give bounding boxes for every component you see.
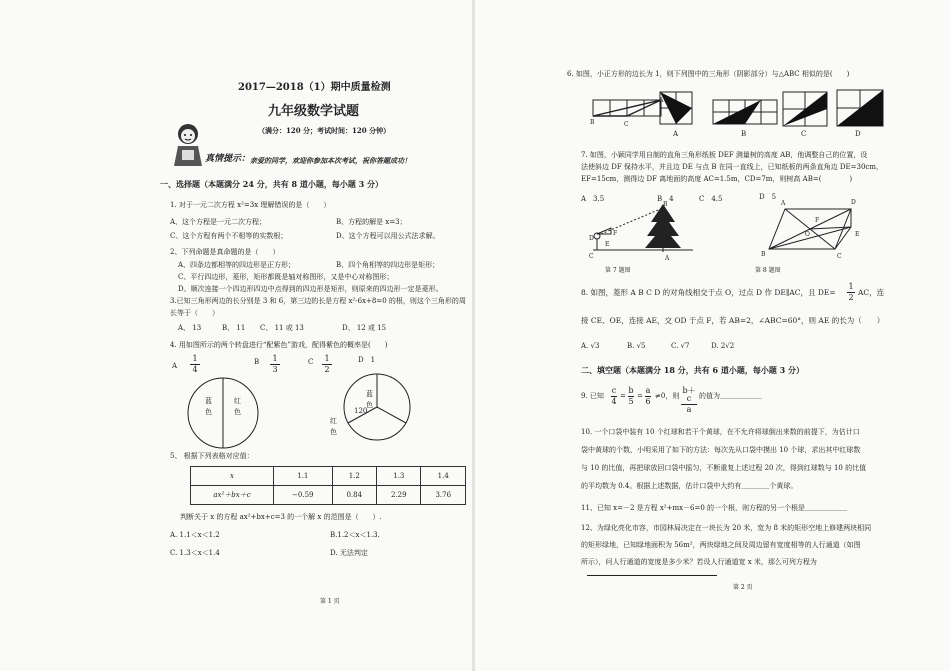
spinner-2-figure (340, 370, 414, 444)
q6-option-c-figure (781, 90, 829, 128)
table-cell: 1.2 (332, 467, 376, 486)
table-cell: −0.59 (274, 486, 333, 505)
q12-line1: 12、为绿化亮化市容，市园林局决定在一块长为 20 米，宽为 8 米的矩形空地上修建两块相同 (581, 524, 872, 532)
q6-label-a: A (673, 130, 679, 138)
q8-fig-label-b: B (761, 251, 766, 258)
q9-mid: ≠0，则 (655, 392, 680, 400)
q7-option-b: B 4 (657, 195, 674, 203)
q9-prefix: 9. 已知 (581, 392, 604, 400)
q1-option-c: C、这个方程有两个不相等的实数根； (170, 232, 288, 240)
q4-option-c: C (308, 358, 314, 366)
q7-option-c: C 4.5 (699, 195, 723, 203)
q8-option-b: B. √5 (627, 342, 646, 350)
q4-option-a: A (172, 362, 178, 370)
q2-option-c: C、平行四边形，菱形，矩形都既是轴对称图形，又是中心对称图形； (178, 273, 394, 281)
q9-frac-bc-a: b＋c a (682, 386, 696, 414)
q4-fraction-a: 1 4 (190, 355, 200, 374)
q1-option-b: B、方程的解是 x=3； (336, 218, 407, 226)
q8-option-c: C. √7 (671, 342, 690, 350)
q1-option-d: D、这个方程可以用公式法求解。 (336, 232, 440, 240)
table-cell: x (191, 467, 274, 486)
section1-heading: 一、选择题（本题满分 24 分，共有 8 道小题，每小题 3 分） (160, 179, 383, 189)
q2-option-d: D、顺次连接一个四边形四边中点得到的四边形是矩形，则原来的四边形一定是菱形。 (178, 285, 443, 293)
table-row (191, 486, 466, 505)
q6-label-b: B (741, 130, 747, 138)
q8-fig-label-c: C (837, 253, 842, 260)
q12-line3: 所示），问人行通道的宽度是多少米？若设人行通道宽 x 米，那么可列方程为 (581, 558, 817, 566)
table-cell: 2.29 (377, 486, 421, 505)
q8-fig-label-d: D (851, 199, 856, 206)
spinner-2-red-label: 红 色 (330, 417, 337, 436)
q7-option-d: D 5 (759, 193, 777, 201)
q6-option-a-figure (658, 90, 696, 126)
exam-title: 2017—2018（1）期中质量检测 (238, 82, 391, 93)
q5-option-c: C. 1.3＜x＜1.4 (170, 549, 220, 557)
q6-option-b-figure (711, 96, 779, 128)
q10-line2: 袋中黄球的个数，小明采用了如下的方法：每次先从口袋中摸出 10 个球，求出其中红球数 (581, 446, 861, 454)
q7-figure-caption: 第 7 题图 (605, 267, 631, 274)
q5-judge: 判断关于 x 的方程 ax²+bx+c=3 的一个解 x 的范围是（ ）. (180, 513, 382, 521)
q9-eq-1: = (620, 392, 626, 400)
table-cell: 1.1 (274, 467, 333, 486)
q8-option-d: D. 2√2 (711, 342, 735, 350)
q7-fig-label-d: D (589, 235, 594, 242)
q9-frac-c4: c 4 (611, 386, 617, 406)
spinner-2-angle: 120 (354, 407, 368, 415)
q8-figure-caption: 第 8 题图 (755, 267, 781, 274)
q7-line2: 法使斜边 DF 保持水平，并且边 DE 与点 B 在同一直线上，已知纸板的两条直角边 DE=30cm， (581, 163, 883, 171)
table-cell: 3.76 (421, 486, 466, 505)
q6-label-d: D (855, 130, 861, 138)
q5-option-d: D. 无法判定 (330, 549, 368, 557)
table-row (191, 467, 466, 486)
table-cell: ax²＋bx＋c (191, 486, 274, 505)
q8-line2: 接 CE、OE，连接 AE，交 OD 于点 F，若 AB=2，∠ABC=60°，则 AE 的长为（ ） (581, 316, 885, 325)
q3-option-d: D、 12 或 15 (342, 324, 387, 332)
q2-option-b: B、四个角相等的四边形是矩形； (336, 261, 440, 269)
q7-fig-label-f: F (613, 230, 618, 237)
q3-stem-cont: 长等于（ ） (170, 309, 219, 317)
q8-line1-end: AC，连 (858, 288, 885, 297)
q7-line3: EF=15cm，测得边 DF 离地面的高度 AC=1.5m，CD=7m，则树高 AB=( ) (581, 175, 853, 183)
q10-line3: 与 10 的比值，再把球放回口袋中摇匀，不断重复上述过程 20 次，得到红球数与 10 的比值 (581, 464, 867, 472)
q7-tree-figure (587, 200, 697, 264)
q4-option-b: B (254, 358, 260, 366)
q5-option-a: A. 1.1＜x＜1.2 (170, 531, 220, 539)
q4-fraction-b: 1 3 (270, 355, 280, 374)
q8-line1: 8. 如图，菱形 A B C D 的对角线相交于点 O，过点 D 作 DE∥AC，且 DE= (581, 288, 836, 297)
page-1-footer: 第 1 页 (320, 598, 340, 605)
q8-fig-label-a: A (781, 200, 786, 207)
q8-rhombus-figure (765, 205, 860, 255)
q12-line2: 的矩形绿地，已知绿地面积为 56m²，两块绿地之间及周边留有宽度相等的人行通道（如图 (581, 541, 861, 549)
q11-text: 11、已知 x=－2 是方程 x²+mx－6=0 的一个根，则方程的另一个根是＿＿＿＿＿＿ (581, 504, 848, 512)
spinner-1-blue-label: 蓝 色 (205, 397, 212, 416)
girl-mascot-icon (170, 120, 206, 168)
q9-frac-b5: b 5 (628, 386, 634, 406)
q6-ref-label-b: B (590, 119, 595, 126)
q8-fig-label-f: F (815, 217, 820, 224)
q3-stem: 3.已知三角形两边的长分别是 3 和 6，第三边的长是方程 x²-6x+8=0 的根，则这个三角形的周 (170, 297, 466, 305)
q3-option-c: C、 11 或 13 (260, 324, 304, 332)
section2-heading: 二、填空题（本题满分 18 分，共有 6 道小题，每小题 3 分） (581, 365, 804, 375)
q2-stem: 2、下列命题是真命题的是（ ） (170, 248, 280, 256)
q10-line1: 10. 一个口袋中装有 10 个红球和若干个黄球，在不允许将球倒出来数的前提下，为估计口 (581, 428, 860, 436)
q7-fig-label-e: E (605, 241, 610, 248)
q12-answer-line[interactable] (587, 566, 717, 576)
q6-label-c: C (801, 130, 807, 138)
q5-option-b: B.1.2＜x＜1.3. (330, 531, 380, 539)
page-2 (475, 0, 950, 671)
q6-option-d-figure (835, 88, 885, 128)
q7-fig-label-a: A (665, 255, 670, 262)
q9-frac-a6: a 6 (645, 386, 651, 406)
q9-answer-blank[interactable]: 的值为＿＿＿＿＿＿ (699, 392, 762, 400)
q5-stem: 5、 根据下列表格对应值： (170, 452, 254, 460)
q4-option-d: D 1 (358, 356, 376, 364)
spinner-2-blue-label: 蓝 色 (366, 390, 373, 409)
spinner-1-figure (186, 376, 260, 450)
q3-option-a: A、 13 (178, 324, 202, 332)
q1-option-a: A、这个方程是一元二次方程； (170, 218, 267, 226)
tip-label: 真情提示： (205, 154, 251, 164)
q7-line1: 7. 如图，小颖同学用自制的直角三角形纸板 DEF 测量树的高度 AB，他调整自己的位置，设 (581, 151, 868, 159)
q7-option-a: A 3.5 (581, 195, 605, 203)
table-cell: 1.3 (377, 467, 421, 486)
q8-fig-label-e: E (855, 231, 860, 238)
exam-subtitle: 九年级数学试题 (268, 104, 360, 119)
q8-fraction: 1 2 (848, 282, 854, 302)
spinner-1-red-label: 红 色 (234, 397, 241, 416)
q10-line4: 的平均数为 0.4。根据上述数据，估计口袋中大约有＿＿＿＿个黄球。 (581, 482, 798, 490)
q7-fig-label-b: B (663, 201, 668, 208)
q4-fraction-c: 1 2 (322, 355, 332, 374)
table-cell: 0.84 (332, 486, 376, 505)
tip-text: 亲爱的同学，欢迎你参加本次考试，祝你答题成功！ (250, 156, 411, 165)
q6-ref-label-a: A (659, 97, 664, 104)
q4-stem: 4. 用如图所示的两个转盘进行“配紫色”游戏，配得紫色的概率是( ) (170, 341, 388, 349)
q1-stem: 1. 对于一元二次方程 x²=3x 理解错误的是（ ） (170, 201, 331, 209)
q5-value-table (190, 466, 466, 505)
page-2-footer: 第 2 页 (733, 584, 753, 591)
exam-meta: （满分：120 分；考试时间：120 分钟） (258, 126, 391, 135)
q7-fig-label-c: C (589, 253, 594, 260)
q3-option-b: B、 11 (222, 324, 246, 332)
table-cell: 1.4 (421, 467, 466, 486)
q9-eq-2: = (637, 392, 643, 400)
q6-stem: 6. 如图，小正方形的边长为 1，则下列图中的三角形（阴影部分）与△ABC 相似的是( ) (567, 70, 850, 78)
q6-ref-label-c: C (624, 121, 629, 128)
q8-fig-label-o: O (805, 231, 810, 238)
q8-option-a: A. √3 (581, 342, 600, 350)
q2-option-a: A、四条边都相等的四边形是正方形； (178, 261, 296, 269)
